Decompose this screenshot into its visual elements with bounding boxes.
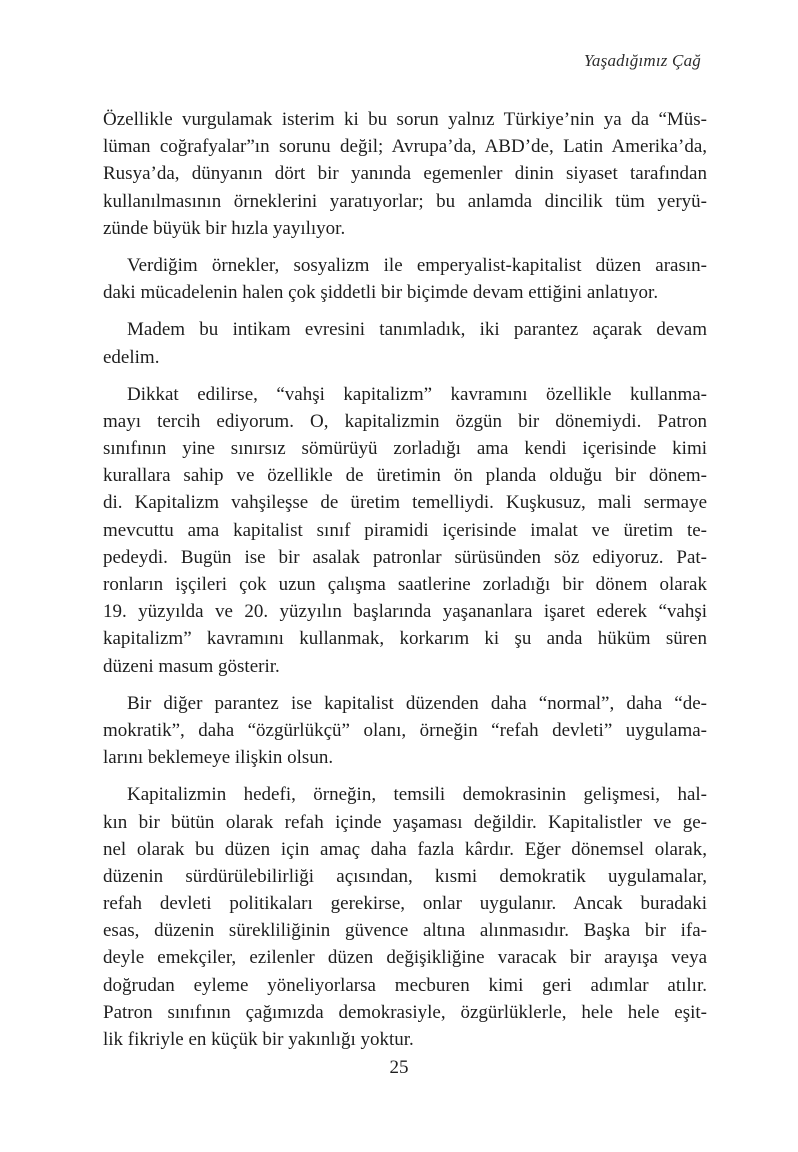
text-line: di. Kapitalizm vahşileşse de üretim temelliydi. Kuşkusuz, mali sermaye	[103, 492, 707, 514]
text-line: kapitalizm” kavramını kullanmak, korkarım ki şu anda hüküm süren	[103, 628, 707, 650]
text-line: Bir diğer parantez ise kapitalist düzenden daha “normal”, daha “de-	[127, 692, 707, 714]
text-line: daki mücadelenin halen çok şiddetli bir biçimde devam ettiğini anlatıyor.	[103, 282, 659, 304]
text-line: 19. yüzyılda ve 20. yüzyılın başlarında yaşananlara işaret ederek “vahşi	[103, 601, 707, 623]
text-line: Dikkat edilirse, “vahşi kapitalizm” kavramını özellikle kullanma-	[127, 383, 707, 405]
text-line: larını beklemeye ilişkin olsun.	[103, 747, 334, 769]
text-line: Madem bu intikam evresini tanımladık, iki parantez açarak devam	[127, 319, 707, 341]
text-line: Özellikle vurgulamak isterim ki bu sorun yalnız Türkiye’nin ya da “Müs-	[103, 109, 707, 130]
body-text	[103, 106, 707, 1053]
text-line: lüman coğrafyalar”ın sorunu değil; Avrupa’da, ABD’de, Latin Amerika’da,	[103, 136, 707, 158]
text-line: doğrudan eyleme yöneliyorlarsa mecburen kimi geri adımlar atılır.	[103, 974, 707, 996]
text-line: sınıfının yine sınırsız sömürüyü zorladığı ama kendi içerisinde kimi	[103, 438, 707, 460]
text-line: mayı tercih ediyorum. O, kapitalizmin özgün bir dönemiydi. Patron	[103, 410, 707, 432]
text-line: nel olarak bu düzen için amaç daha fazla kârdır. Eğer dönemsel olarak,	[103, 838, 707, 860]
text-line: refah devleti politikaları gerekirse, onlar uygulanır. Ancak buradaki	[103, 893, 707, 915]
text-line: pedeydi. Bugün ise bir asalak patronlar sürüsünden söz ediyoruz. Pat-	[103, 546, 707, 568]
text-line: lik fikriyle en küçük bir yakınlığı yoktur.	[103, 1029, 414, 1050]
text-line: kın bir bütün olarak refah içinde yaşaması değildir. Kapitalistler ve ge-	[103, 811, 707, 833]
text-line: Kapitalizmin hedefi, örneğin, temsili demokrasinin gelişmesi, hal-	[127, 784, 707, 806]
paragraph	[103, 252, 707, 306]
paragraph	[103, 781, 707, 1053]
text-line: mokratik”, daha “özgürlükçü” olanı, örneğin “refah devleti” uygulama-	[103, 719, 707, 741]
paragraph	[103, 106, 707, 242]
page-number: 25	[389, 1057, 409, 1078]
text-line: kurallara sahip ve özellikle de üretimin ön planda olduğu bir dönem-	[103, 465, 707, 487]
text-line: ronların işçileri çok uzun çalışma saatlerine zorladığı bir dönem olarak	[103, 574, 707, 595]
text-line: Rusya’da, dünyanın dört bir yanında egemenler dinin siyaset tarafından	[103, 163, 707, 185]
paragraph	[103, 316, 707, 370]
text-line: düzeni masum gösterir.	[103, 655, 280, 677]
text-line: deyle emekçiler, ezilenler düzen değişikliğine varacak bir arayışa veya	[103, 947, 707, 969]
text-line: mevcuttu ama kapitalist sınıf piramidi içerisinde imalat ve üretim te-	[103, 519, 707, 541]
paragraph	[103, 381, 707, 680]
text-line: edelim.	[103, 346, 160, 368]
paragraph	[103, 690, 707, 772]
running-header: Yaşadığımız Çağ	[583, 51, 701, 70]
text-line: Verdiğim örnekler, sosyalizm ile emperyalist-kapitalist düzen arasın-	[127, 254, 707, 276]
text-line: Patron sınıfının çağımızda demokrasiyle, özgürlüklerle, hele hele eşit-	[103, 1001, 707, 1023]
text-line: kullanılmasının örneklerini yaratıyorlar; bu anlamda dincilik tüm yeryü-	[103, 190, 707, 212]
text-line: düzenin sürdürülebilirliği açısından, kısmi demokratik uygulamalar,	[103, 865, 707, 887]
text-line: esas, düzenin sürekliliğinin güvence altına alınmasıdır. Başka bir ifa-	[103, 920, 707, 942]
text-line: zünde büyük bir hızla yayılıyor.	[103, 217, 346, 239]
